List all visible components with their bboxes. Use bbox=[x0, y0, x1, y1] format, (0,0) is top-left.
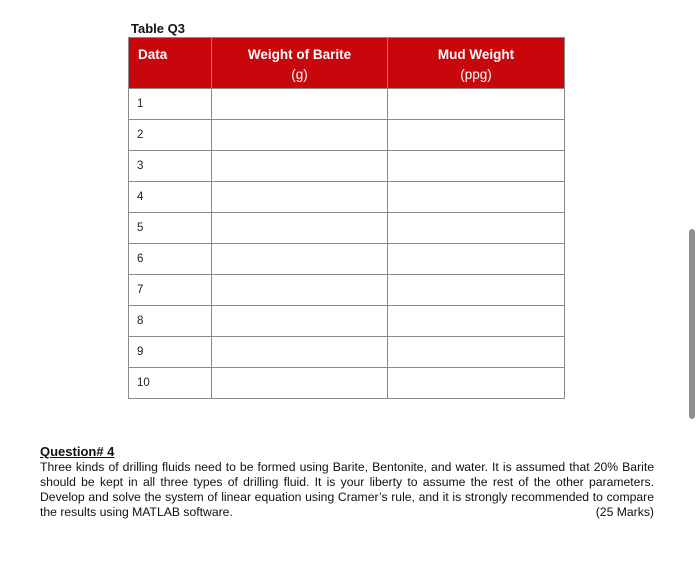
table-row bbox=[129, 275, 565, 306]
vertical-scrollbar[interactable] bbox=[689, 229, 695, 419]
table-row bbox=[129, 182, 565, 213]
table-row bbox=[129, 244, 565, 275]
cell-data: 9 bbox=[129, 337, 212, 368]
cell-mud-weight bbox=[388, 368, 565, 399]
cell-mud-weight bbox=[388, 213, 565, 244]
cell-data: 10 bbox=[129, 368, 212, 399]
question-text: Three kinds of drilling fluids need to be formed using Barite, Bentonite, and water. It is assumed that 20% Barite should be kept in all three types of drilling fluid. It is your liberty to assume the rest of the other parameters. Develop and solve the system of linear equation using Cramer’s rule, and it is strongly recommended to compare the results using MATLAB software. bbox=[40, 460, 654, 519]
cell-mud-weight bbox=[388, 337, 565, 368]
question-marks: (25 Marks) bbox=[595, 505, 654, 519]
cell-mud-weight bbox=[388, 151, 565, 182]
table-row bbox=[129, 89, 565, 120]
header-mud-unit: (ppg) bbox=[460, 67, 492, 82]
table-row bbox=[129, 337, 565, 368]
cell-mud-weight bbox=[388, 244, 565, 275]
cell-data: 4 bbox=[129, 182, 212, 213]
table-row bbox=[129, 151, 565, 182]
cell-mud-weight bbox=[388, 120, 565, 151]
header-mud-label: Mud Weight bbox=[437, 47, 515, 62]
header-weight-unit: (g) bbox=[291, 67, 308, 82]
header-weight-of-barite bbox=[212, 38, 388, 89]
cell-data: 8 bbox=[129, 306, 212, 337]
cell-weight bbox=[212, 275, 388, 306]
table-row bbox=[129, 213, 565, 244]
cell-mud-weight bbox=[388, 275, 565, 306]
table-header-row bbox=[129, 38, 565, 89]
table-row bbox=[129, 368, 565, 399]
data-table bbox=[128, 37, 565, 399]
table-row bbox=[129, 306, 565, 337]
cell-data: 6 bbox=[129, 244, 212, 275]
header-mud-weight bbox=[388, 38, 565, 89]
cell-weight bbox=[212, 337, 388, 368]
table-row bbox=[129, 120, 565, 151]
cell-mud-weight bbox=[388, 182, 565, 213]
question-body bbox=[40, 460, 654, 520]
cell-mud-weight bbox=[388, 89, 565, 120]
cell-weight bbox=[212, 151, 388, 182]
header-data-label: Data bbox=[138, 47, 168, 62]
cell-weight bbox=[212, 120, 388, 151]
cell-weight bbox=[212, 89, 388, 120]
cell-data: 3 bbox=[129, 151, 212, 182]
cell-weight bbox=[212, 368, 388, 399]
cell-data: 7 bbox=[129, 275, 212, 306]
cell-data: 2 bbox=[129, 120, 212, 151]
question-title: Question# 4 bbox=[40, 444, 115, 459]
cell-data: 5 bbox=[129, 213, 212, 244]
table-caption: Table Q3 bbox=[131, 21, 185, 36]
cell-weight bbox=[212, 244, 388, 275]
cell-weight bbox=[212, 306, 388, 337]
cell-weight bbox=[212, 182, 388, 213]
cell-mud-weight bbox=[388, 306, 565, 337]
header-weight-label: Weight of Barite bbox=[247, 47, 352, 62]
header-data bbox=[129, 38, 212, 89]
cell-data: 1 bbox=[129, 89, 212, 120]
cell-weight bbox=[212, 213, 388, 244]
